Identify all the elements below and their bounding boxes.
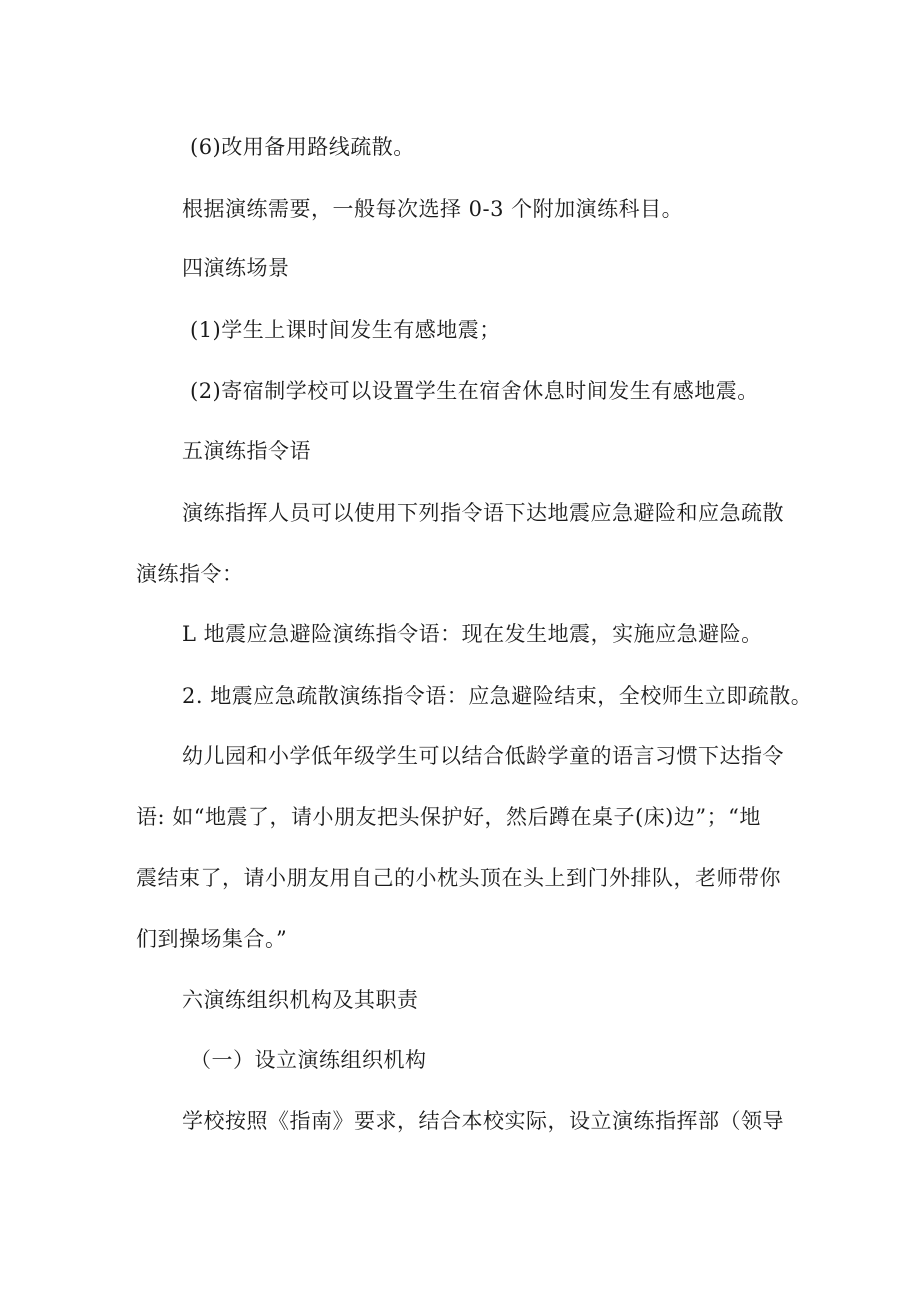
paragraph-line-5: 演练指挥人员可以使用下列指令语下达地震应急避险和应急疏散	[182, 501, 784, 525]
paragraph-line-9: 幼儿园和小学低年级学生可以结合低龄学童的语言习惯下达指令	[182, 744, 784, 768]
paragraph-line-13: 学校按照《指南》要求，结合本校实际，设立演练指挥部（领导	[182, 1109, 784, 1133]
subsection-heading-1: （一）设立演练组织机构	[190, 1048, 427, 1072]
paragraph-line-8: 2. 地震应急疏散演练指令语：应急避险结束，全校师生立即疏散。	[182, 684, 813, 708]
section-heading-4: 四演练场景	[182, 256, 290, 280]
section-heading-6: 六演练组织机构及其职责	[182, 988, 419, 1012]
paragraph-line-1: (6)改用备用路线疏散。	[190, 135, 415, 159]
paragraph-line-12: 们到操场集合。”	[136, 927, 288, 951]
paragraph-line-4: (2)寄宿制学校可以设置学生在宿舍休息时间发生有感地震。	[190, 379, 759, 403]
paragraph-line-3: (1)学生上课时间发生有感地震；	[190, 318, 501, 342]
paragraph-line-11: 震结束了，请小朋友用自己的小枕头顶在头上到门外排队，老师带你	[136, 866, 781, 890]
paragraph-line-6: 演练指令：	[136, 562, 244, 586]
paragraph-line-10: 语: 如“地震了，请小朋友把头保护好，然后蹲在桌子(床)边”；“地	[136, 805, 761, 829]
section-heading-5: 五演练指令语	[182, 439, 311, 463]
paragraph-line-2: 根据演练需要，一般每次选择 0-3 个附加演练科目。	[182, 197, 684, 221]
paragraph-line-7: L 地震应急避险演练指令语：现在发生地震，实施应急避险。	[182, 622, 763, 646]
